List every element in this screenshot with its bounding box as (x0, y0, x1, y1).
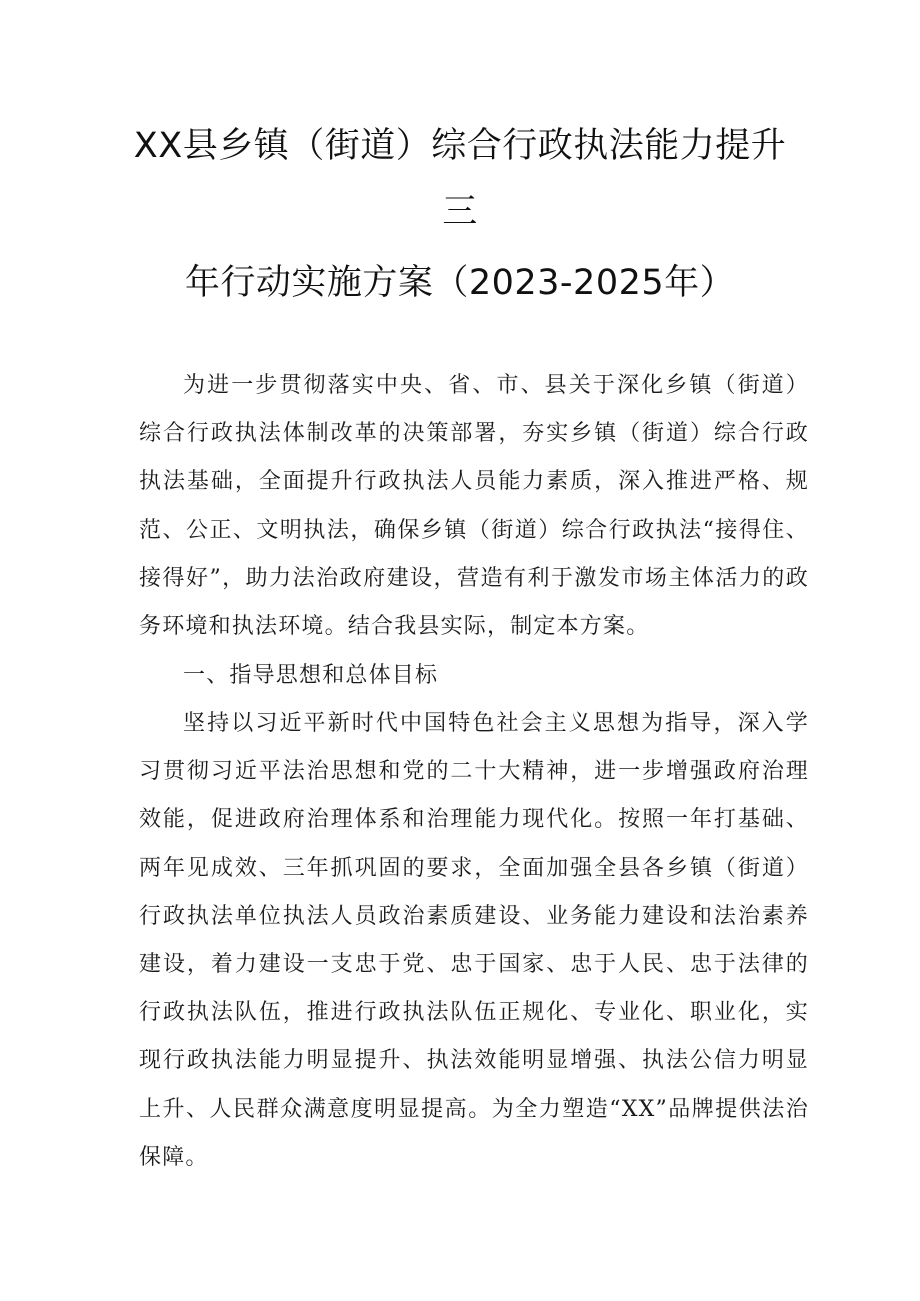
document-title-line-2 (0, 190, 920, 234)
document-title-line-1 (0, 124, 920, 168)
document-title-line-3 (0, 261, 920, 305)
title-line-1-text: XX县乡镇（街道）综合行政执法能力提升 (133, 126, 787, 166)
guiding-paragraph-block (139, 700, 809, 1182)
section-heading: 一、指导思想和总体目标 (183, 663, 439, 688)
intro-paragraph-block (139, 362, 809, 651)
intro-paragraph: 为进一步贯彻落实中央、省、市、县关于深化乡镇（街道）综合行政执法体制改革的决策部署，夯实乡镇（街道）综合行政执法基础，全面提升行政执法人员能力素质，深入推进严格、规范、公正、文明执法，确保乡镇（街道）综合行政执法“接得住、接得好”，助力法治政府建设，营造有利于激发市场主体活力的政务环境和执法环境。结合我县实际，制定本方案。 (139, 373, 809, 640)
section-heading-block (139, 652, 809, 700)
title-line-2-text: 三 (442, 192, 478, 232)
title-line-3-text: 年行动实施方案（2023-2025年） (184, 263, 736, 303)
guiding-paragraph: 坚持以习近平新时代中国特色社会主义思想为指导，深入学习贯彻习近平法治思想和党的二十大精神，进一步增强政府治理效能，促进政府治理体系和治理能力现代化。按照一年打基础、两年见成效、三年抓巩固的要求，全面加强全县各乡镇（街道）行政执法单位执法人员政治素质建设、业务能力建设和法治素养建设，着力建设一支忠于党、忠于国家、忠于人民、忠于法律的行政执法队伍，推进行政执法队伍正规化、专业化、职业化，实现行政执法能力明显提升、执法效能明显增强、执法公信力明显上升、人民群众满意度明显提高。为全力塑造“XX”品牌提供法治保障。 (139, 711, 809, 1170)
